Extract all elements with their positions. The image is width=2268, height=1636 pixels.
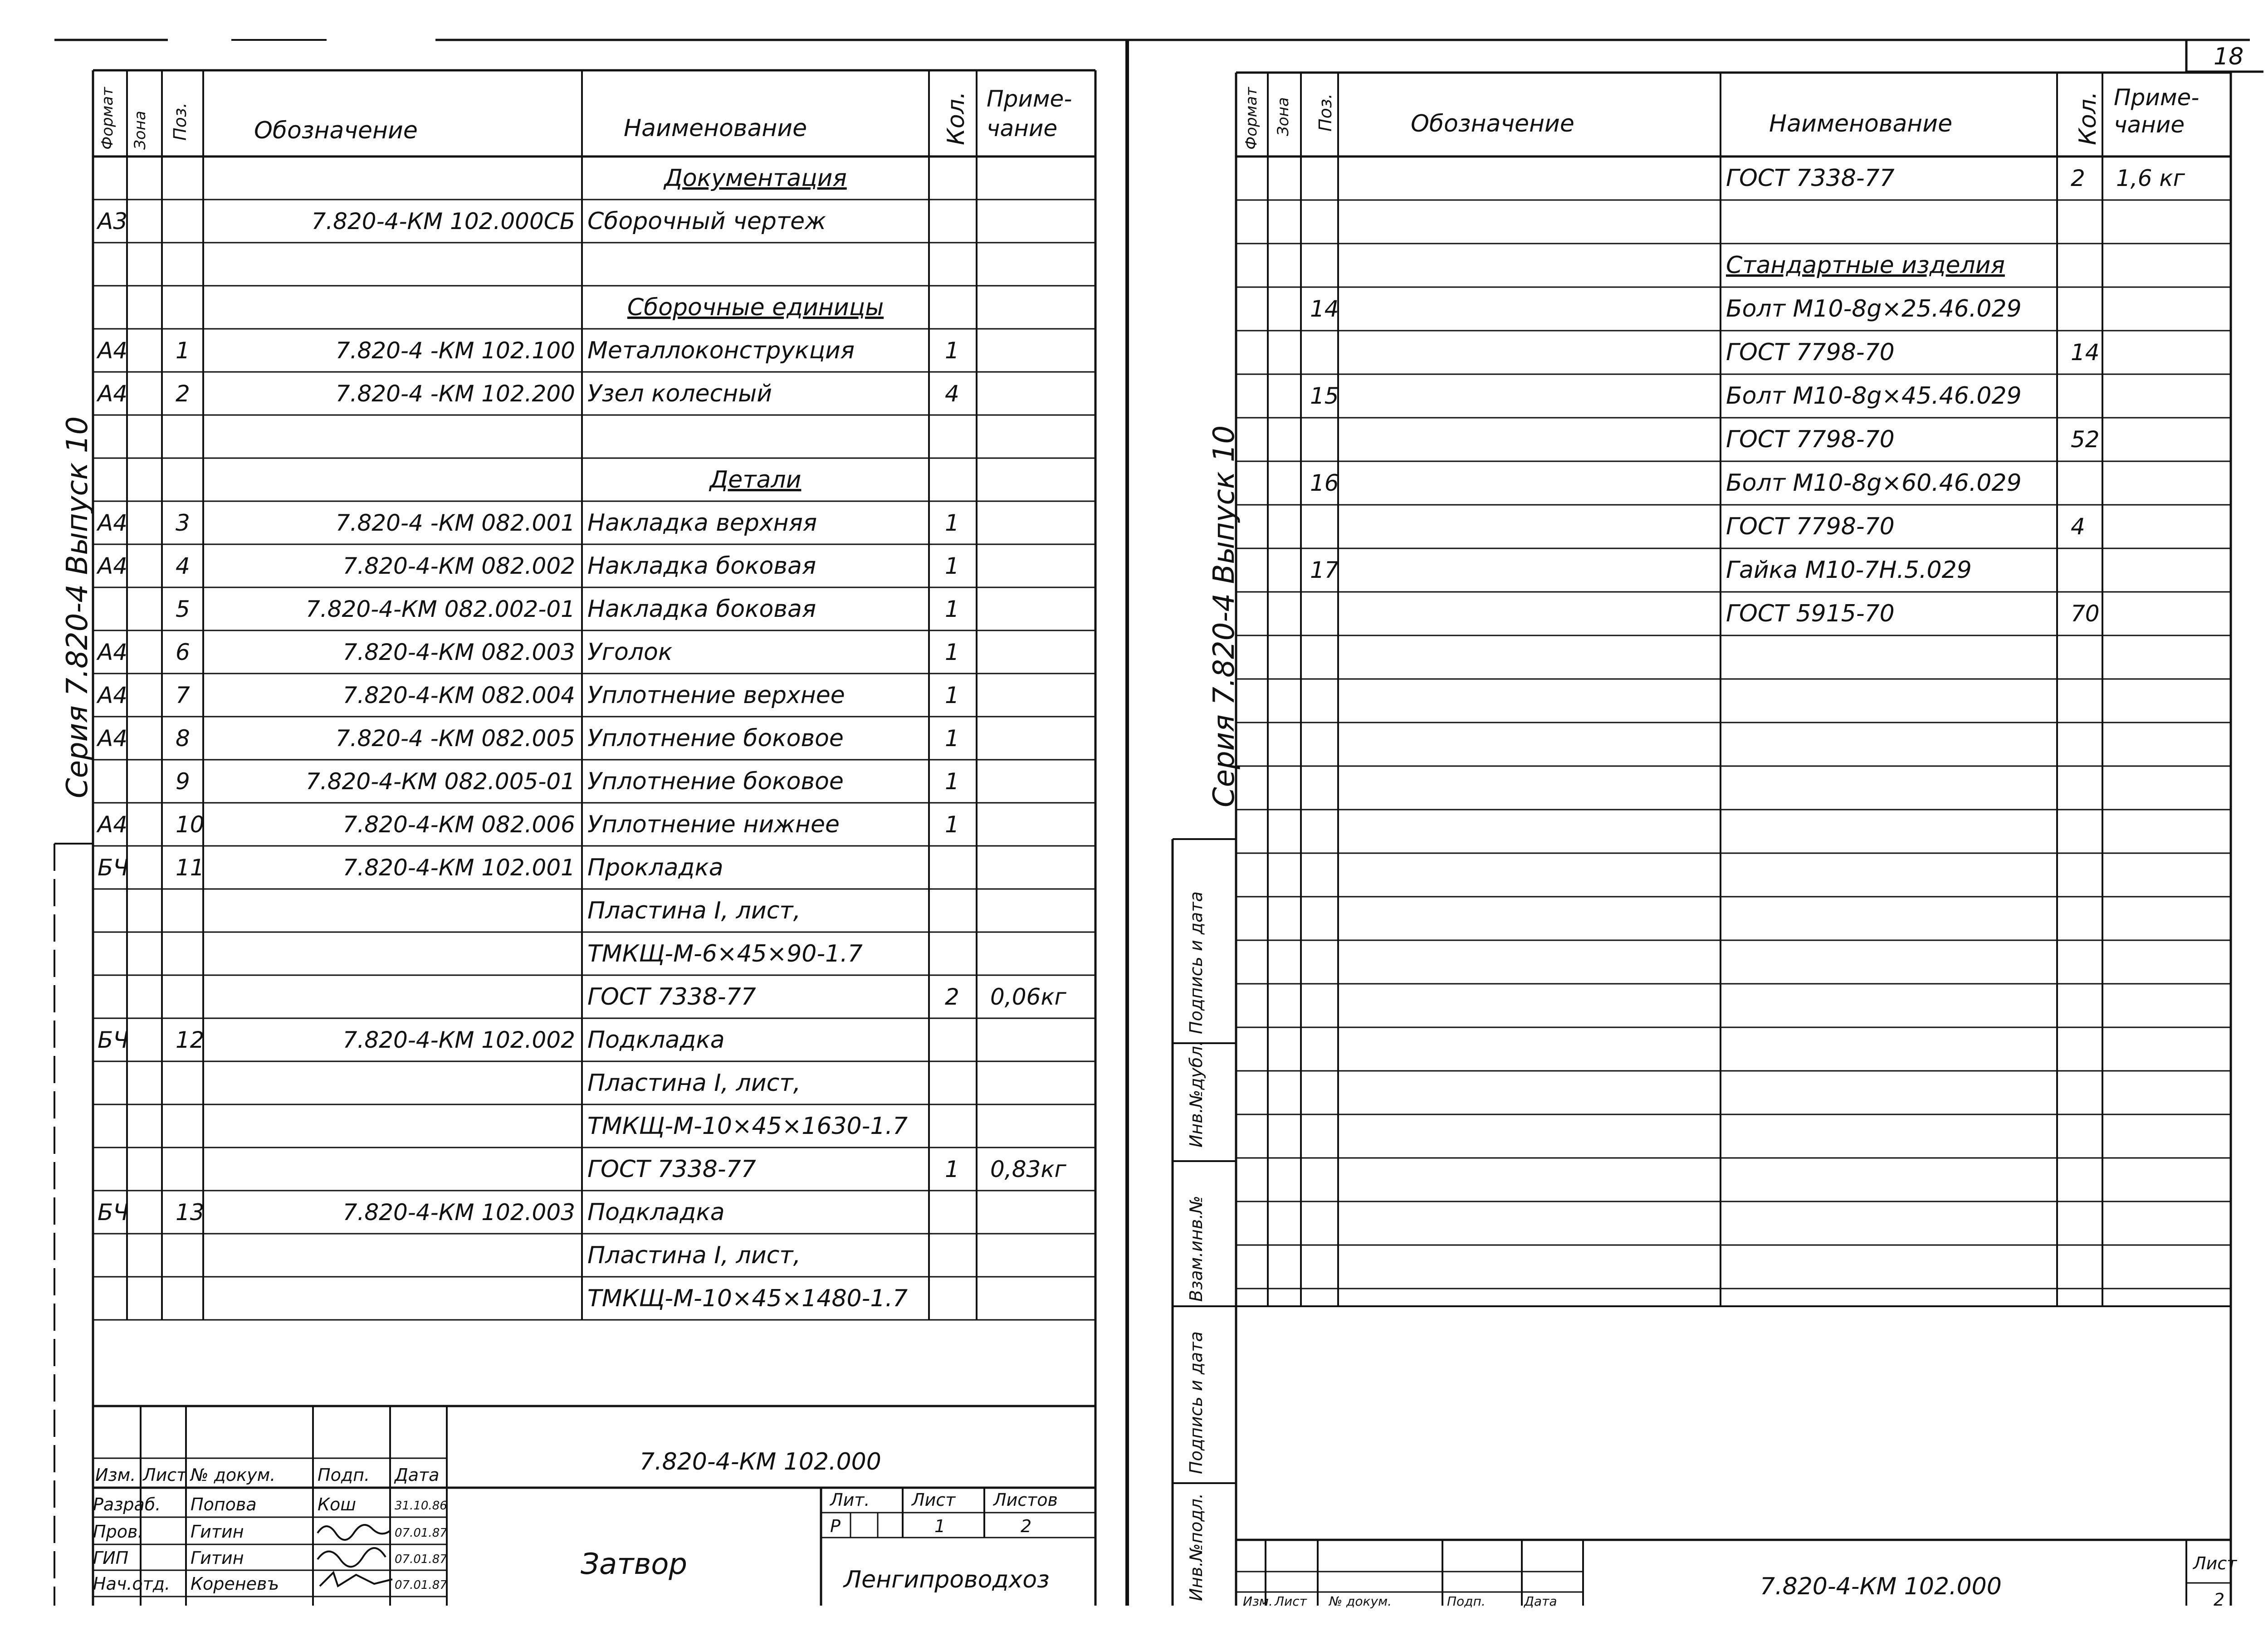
row-position: 6 (176, 639, 190, 665)
row-note: 0,06кг (990, 984, 1066, 1010)
row-position: 10 (176, 811, 205, 838)
row-quantity: 2 (945, 984, 959, 1010)
row-quantity: 1 (945, 768, 959, 795)
left-tb-col-date: Дата (395, 1465, 440, 1485)
row-name: Уплотнение верхнее (587, 682, 845, 709)
row-designation: 7.820-4-КМ 082.003 (342, 639, 575, 665)
left-header-qty: Кол. (943, 91, 970, 145)
left-tb-lit: Р (830, 1516, 841, 1536)
row-quantity: 1 (945, 553, 959, 579)
row-designation: 7.820-4 -КМ 082.001 (335, 510, 575, 536)
row-quantity: 52 (2071, 426, 2100, 453)
row-quantity: 1 (945, 811, 959, 838)
row-position: 4 (176, 553, 190, 579)
row-quantity: 1 (945, 596, 959, 622)
row-designation: 7.820-4-КМ 082.005-01 (306, 768, 575, 795)
stamp-sign-date-1: Подпись и дата (1186, 891, 1206, 1034)
left-tb-sheet: 1 (934, 1516, 946, 1536)
row-position: 12 (176, 1027, 205, 1053)
section-heading: Детали (709, 466, 802, 493)
row-quantity: 1 (945, 510, 959, 536)
left-tb-role-1: Пров. (93, 1522, 143, 1542)
right-header-zone: Зона (1274, 97, 1292, 136)
left-header-designation: Обозначение (254, 117, 418, 144)
left-header-note-1: Приме- (987, 86, 1072, 112)
row-format: А4 (98, 725, 128, 752)
row-designation: 7.820-4-КМ 102.002 (342, 1027, 575, 1053)
row-designation: 7.820-4-КМ 082.002 (342, 553, 575, 579)
right-header-qty: Кол. (2074, 91, 2102, 145)
row-designation: 7.820-4-КМ 082.004 (342, 682, 575, 708)
right-footer-col-doc: № докум. (1329, 1594, 1392, 1609)
left-series-label: Серия 7.820-4 Выпуск 10 (61, 416, 94, 798)
row-designation: 7.820-4-КМ 102.003 (342, 1199, 575, 1226)
right-footer-col-date: Дата (1524, 1594, 1557, 1609)
row-name: Накладка верхняя (587, 509, 817, 537)
left-tb-name-2: Гитин (191, 1548, 244, 1568)
row-name: ТМКЩ-М-10×45×1630-1.7 (587, 1113, 908, 1140)
row-quantity: 4 (2071, 513, 2085, 540)
left-tb-title: Затвор (581, 1548, 688, 1581)
right-header-note-2: чание (2114, 112, 2185, 138)
left-title-block (93, 1406, 1095, 1606)
right-header-pos: Поз. (1315, 93, 1335, 132)
row-quantity: 1 (945, 682, 959, 708)
row-name: ГОСТ 7338-77 (587, 983, 756, 1011)
row-position: 8 (176, 725, 190, 752)
sheet-number-top: 18 (2214, 43, 2244, 70)
left-tb-col-sign: Подп. (318, 1465, 370, 1485)
row-quantity: 1 (945, 639, 959, 665)
row-note: 0,83кг (990, 1156, 1066, 1182)
row-name: ТМКЩ-М-10×45×1480-1.7 (587, 1285, 908, 1312)
right-footer-sheet-label: Лист (2193, 1553, 2237, 1573)
right-footer (1243, 1553, 2238, 1610)
stamp-replaced-inv: Взам.инв.№ (1186, 1196, 1206, 1302)
row-quantity: 1 (945, 337, 959, 364)
row-name: ГОСТ 7338-77 (587, 1156, 756, 1183)
row-position: 5 (176, 596, 190, 622)
row-name: Уплотнение нижнее (587, 811, 840, 838)
left-tb-org: Ленгипроводхоз (844, 1566, 1050, 1593)
row-name: ГОСТ 5915-70 (1726, 600, 1895, 627)
left-tb-sheet-label: Лист (912, 1490, 956, 1510)
row-format: А4 (98, 337, 128, 364)
stamp-inv-dupl: Инв.№дубл. (1186, 1040, 1206, 1148)
row-name: Подкладка (587, 1199, 725, 1226)
row-format: А3 (98, 208, 128, 234)
row-name: Уплотнение боковое (587, 725, 844, 752)
row-position: 16 (1310, 470, 1339, 496)
row-name: Узел колесный (587, 380, 772, 407)
stamp-inv-orig: Инв.№подл. (1186, 1493, 1206, 1601)
row-name: Болт М10-8g×60.46.029 (1726, 469, 2022, 497)
row-quantity: 2 (2071, 165, 2085, 191)
row-format: БЧ (98, 855, 129, 881)
row-quantity: 70 (2071, 601, 2100, 627)
left-header-zone: Зона (131, 111, 149, 150)
row-name: ГОСТ 7798-70 (1726, 339, 1895, 366)
row-format: БЧ (98, 1027, 129, 1053)
section-heading: Сборочные единицы (627, 294, 884, 321)
signature-mark (318, 1525, 390, 1540)
left-tb-name-1: Гитин (191, 1522, 244, 1542)
row-format: А4 (98, 553, 128, 579)
row-format: БЧ (98, 1199, 129, 1226)
right-header-format: Формат (1242, 87, 1261, 150)
right-footer-col-list: Лист (1275, 1594, 1307, 1609)
left-tb-date-1: 07.01.87 (395, 1526, 447, 1540)
left-tb-sheets: 2 (1021, 1516, 1032, 1536)
row-position: 17 (1310, 557, 1339, 583)
left-header-pos: Поз. (170, 102, 190, 141)
row-format: А4 (98, 381, 128, 407)
row-name: ГОСТ 7798-70 (1726, 426, 1895, 453)
right-spec-text (1310, 165, 2185, 627)
signature-mark (318, 1548, 386, 1567)
row-name: Металлоконструкция (587, 337, 855, 364)
left-header-note-2: чание (987, 115, 1058, 142)
row-name: Уплотнение боковое (587, 768, 844, 795)
row-designation: 7.820-4-КМ 082.006 (342, 811, 575, 838)
left-tb-sign-0: Кош (318, 1494, 356, 1514)
left-tb-role-3: Нач.отд. (93, 1574, 171, 1594)
row-format: А4 (98, 682, 128, 708)
right-footer-sheet: 2 (2214, 1590, 2225, 1610)
row-designation: 7.820-4-КМ 082.002-01 (306, 596, 575, 622)
row-format: А4 (98, 510, 128, 536)
right-footer-code: 7.820-4-КМ 102.000 (1760, 1573, 2002, 1600)
left-tb-name-3: Кореневъ (191, 1574, 279, 1594)
row-name: Подкладка (587, 1026, 725, 1054)
right-footer-col-sign: Подп. (1447, 1594, 1486, 1609)
row-designation: 7.820-4-КМ 102.000СБ (311, 208, 575, 234)
left-spec-table (54, 70, 1095, 1606)
left-tb-code: 7.820-4-КМ 102.000 (640, 1448, 881, 1475)
row-name: Болт М10-8g×25.46.029 (1726, 295, 2022, 322)
row-name: ГОСТ 7798-70 (1726, 513, 1895, 540)
left-tb-date-0: 31.10.86 (395, 1499, 447, 1513)
row-position: 9 (176, 768, 190, 795)
left-tb-name-0: Попова (191, 1494, 257, 1514)
left-tb-lit-label: Лит. (830, 1490, 870, 1510)
left-tb-date-3: 07.01.87 (395, 1578, 447, 1592)
row-position: 11 (176, 855, 205, 881)
row-quantity: 14 (2071, 339, 2100, 366)
row-name: Накладка боковая (587, 552, 816, 580)
row-quantity: 1 (945, 1156, 959, 1182)
row-position: 1 (176, 337, 190, 364)
row-name: ГОСТ 7338-77 (1726, 165, 1895, 192)
row-name: Сборочный чертеж (587, 208, 826, 235)
row-format: А4 (98, 639, 128, 665)
row-position: 7 (176, 682, 190, 708)
signature-mark (320, 1573, 392, 1586)
section-heading: Документация (664, 165, 847, 192)
row-name: Накладка боковая (587, 596, 816, 623)
row-name: Пластина I, лист, (587, 1242, 801, 1269)
right-series-label: Серия 7.820-4 Выпуск 10 (1207, 425, 1241, 807)
left-tb-col-izm: Изм. (95, 1465, 136, 1485)
section-heading: Стандартные изделия (1726, 252, 2005, 279)
left-header-name: Наименование (624, 115, 807, 142)
row-designation: 7.820-4 -КМ 102.200 (335, 381, 575, 407)
row-note: 1,6 кг (2116, 165, 2185, 191)
row-name: ТМКЩ-М-6×45×90-1.7 (587, 940, 863, 967)
row-quantity: 4 (945, 381, 959, 407)
left-header-format: Формат (98, 87, 117, 150)
left-tb-role-0: Разраб. (93, 1494, 161, 1514)
row-name: Болт М10-8g×45.46.029 (1726, 382, 2022, 410)
stamp-sign-date-2: Подпись и дата (1186, 1331, 1206, 1474)
right-footer-col-izm: Изм. (1243, 1594, 1273, 1609)
row-position: 14 (1310, 296, 1339, 322)
row-quantity: 1 (945, 725, 959, 752)
row-name: Гайка М10-7Н.5.029 (1726, 557, 1972, 584)
left-tb-date-2: 07.01.87 (395, 1553, 447, 1566)
left-header (98, 86, 1072, 150)
right-header-note-1: Приме- (2114, 84, 2200, 111)
row-name: Уголок (587, 639, 673, 666)
row-position: 15 (1310, 383, 1339, 409)
row-designation: 7.820-4 -КМ 102.100 (335, 337, 575, 364)
row-name: Прокладка (587, 854, 723, 881)
left-tb-col-doc: № докум. (191, 1465, 276, 1485)
right-header-name: Наименование (1769, 110, 1953, 137)
left-tb-col-list: Лист (143, 1465, 187, 1485)
left-tb-sheets-label: Листов (993, 1490, 1058, 1510)
row-name: Пластина I, лист, (587, 897, 801, 924)
right-stamp-column (1186, 891, 1206, 1601)
right-header-designation: Обозначение (1411, 110, 1574, 137)
row-format: А4 (98, 811, 128, 838)
left-tb-role-2: ГИП (93, 1548, 129, 1568)
row-position: 13 (176, 1199, 205, 1226)
row-position: 2 (176, 381, 190, 407)
row-designation: 7.820-4-КМ 102.001 (342, 855, 575, 881)
row-position: 3 (176, 510, 190, 536)
row-name: Пластина I, лист, (587, 1070, 801, 1097)
row-designation: 7.820-4 -КМ 082.005 (335, 725, 575, 752)
